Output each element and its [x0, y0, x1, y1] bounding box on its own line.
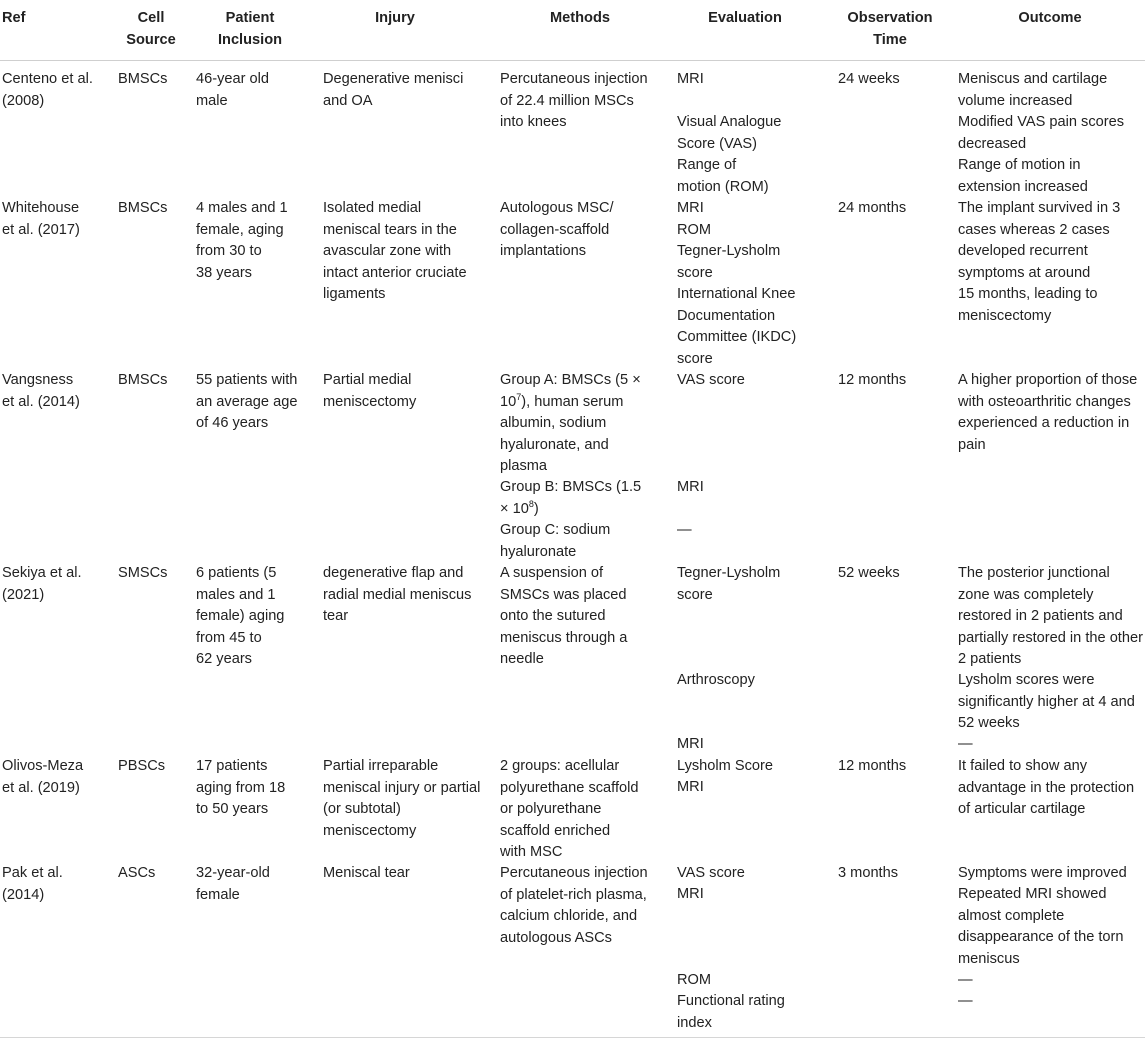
- cell-evaluation: VAS score: [677, 865, 745, 881]
- cell-source: BMSCs: [118, 200, 168, 216]
- methods-text: Group A: BMSCs (5 × 10: [500, 372, 641, 410]
- cell-source: PBSCs: [118, 758, 166, 774]
- cell-outcome: Range of motion in extension increased: [958, 157, 1088, 195]
- cell-ref: Sekiya et al. (2021): [2, 565, 82, 603]
- cell-patient-inclusion: 46-year old male: [196, 71, 270, 109]
- cell-ref: Whitehouse et al. (2017): [2, 200, 80, 238]
- cell-outcome: —: [958, 736, 973, 752]
- cell-injury: Meniscal tear: [323, 865, 410, 881]
- cell-methods: A suspension of SMSCs was placed onto the sutured meniscus through a needle: [500, 565, 628, 667]
- cell-injury: Partial medial meniscectomy: [323, 372, 417, 410]
- cell-methods: Autologous MSC/ collagen-scaffold implantations: [500, 200, 614, 259]
- header-evaluation: Evaluation: [708, 10, 782, 26]
- cell-outcome: —: [958, 972, 973, 988]
- header-ref: Ref: [2, 10, 26, 26]
- cell-outcome: —: [958, 993, 973, 1009]
- cell-outcome: A higher proportion of those with osteoarthritic changes experienced a reduction in pain: [958, 372, 1138, 453]
- cell-outcome: Modified VAS pain scores decreased: [958, 114, 1125, 152]
- cell-methods: Percutaneous injection of platelet-rich plasma, calcium chloride, and autologous ASCs: [500, 865, 648, 946]
- methods-text: Group B: BMSCs (1.5 × 10: [500, 479, 642, 517]
- cell-ref: Pak et al. (2014): [2, 865, 63, 903]
- cell-observation-time: 12 months: [838, 372, 907, 388]
- cell-ref: Centeno et al. (2008): [2, 71, 93, 109]
- cell-observation-time: 24 weeks: [838, 71, 900, 87]
- cell-patient-inclusion: 6 patients (5 males and 1 female) aging from 45 to 62 years: [196, 565, 285, 667]
- header-outcome: Outcome: [1018, 10, 1082, 26]
- cell-methods: 2 groups: acellular polyurethane scaffold or polyurethane scaffold enriched with MSC: [500, 758, 639, 860]
- cell-ref: Vangsness et al. (2014): [2, 372, 80, 410]
- cell-evaluation: Tegner-Lysholm score: [677, 243, 781, 281]
- cell-source: ASCs: [118, 865, 156, 881]
- cell-patient-inclusion: 17 patients aging from 18 to 50 years: [196, 758, 286, 817]
- header-patient-inclusion: Patient Inclusion: [217, 10, 283, 48]
- methods-exponent: 8: [528, 498, 534, 509]
- cell-observation-time: 12 months: [838, 758, 907, 774]
- cell-outcome: Repeated MRI showed almost complete disappearance of the torn meniscus: [958, 886, 1124, 967]
- cell-observation-time: 52 weeks: [838, 565, 900, 581]
- cell-injury: Partial irreparable meniscal injury or partial (or subtotal) meniscectomy: [323, 758, 481, 839]
- cell-outcome: The posterior junctional zone was completely restored in 2 patients and partially restored in the other 2 patients: [958, 565, 1143, 667]
- cell-injury: Isolated medial meniscal tears in the avascular zone with intact anterior cruciate ligaments: [323, 200, 467, 302]
- methods-text: ), human serum albumin, sodium hyaluronate, and plasma: [500, 393, 624, 474]
- cell-source: BMSCs: [118, 372, 168, 388]
- cell-evaluation: International Knee Documentation Committee (IKDC) score: [677, 286, 797, 367]
- header-observation-time: Observation Time: [847, 10, 933, 48]
- cell-observation-time: 24 months: [838, 200, 907, 216]
- cell-outcome: It failed to show any advantage in the protection of articular cartilage: [958, 758, 1135, 817]
- cell-outcome: Lysholm scores were significantly higher at 4 and 52 weeks: [958, 672, 1135, 731]
- table-bottom-rule: [0, 1037, 1145, 1038]
- cell-evaluation: Lysholm Score: [677, 758, 773, 774]
- header-methods: Methods: [550, 10, 610, 26]
- cell-methods: Percutaneous injection of 22.4 million MSCs into knees: [500, 71, 648, 130]
- cell-evaluation: VAS score: [677, 372, 745, 388]
- cell-evaluation: Arthroscopy: [677, 672, 755, 688]
- cell-methods-group-a: [500, 370, 641, 478]
- cell-evaluation: MRI: [677, 736, 704, 752]
- methods-exponent: 7: [516, 391, 522, 402]
- cell-injury: degenerative flap and radial medial meniscus tear: [323, 565, 472, 624]
- cell-evaluation: —: [677, 522, 692, 538]
- cell-evaluation: MRI: [677, 886, 704, 902]
- cell-evaluation: Functional rating index: [677, 993, 785, 1031]
- header-cell-source: Cell Source: [126, 10, 176, 48]
- cell-evaluation: MRI: [677, 479, 704, 495]
- cell-methods-group-b: [500, 477, 641, 520]
- cell-source: BMSCs: [118, 71, 168, 87]
- cell-outcome: Symptoms were improved: [958, 865, 1127, 881]
- cell-injury: Degenerative menisci and OA: [323, 71, 464, 109]
- cell-observation-time: 3 months: [838, 865, 899, 881]
- cell-outcome: Meniscus and cartilage volume increased: [958, 71, 1108, 109]
- cell-evaluation: MRI: [677, 200, 704, 216]
- cell-source: SMSCs: [118, 565, 168, 581]
- cell-patient-inclusion: 32-year-old female: [196, 865, 270, 903]
- cell-evaluation: Visual Analogue Score (VAS): [677, 114, 782, 152]
- cell-evaluation: MRI: [677, 779, 704, 795]
- cell-evaluation: ROM: [677, 972, 712, 988]
- cell-evaluation: ROM: [677, 222, 712, 238]
- header-injury: Injury: [375, 10, 415, 26]
- cell-ref: Olivos-Meza et al. (2019): [2, 758, 84, 796]
- cell-outcome: The implant survived in 3 cases whereas 2 cases developed recurrent symptoms at around 15 months, leading to meniscectomy: [958, 200, 1121, 324]
- cell-evaluation: Range of motion (ROM): [677, 157, 769, 195]
- methods-text: ): [533, 500, 539, 517]
- cell-methods-group-c: Group C: sodium hyaluronate: [500, 522, 611, 560]
- cell-patient-inclusion: 55 patients with an average age of 46 years: [196, 372, 298, 431]
- cell-evaluation: Tegner-Lysholm score: [677, 565, 781, 603]
- table-header: [0, 0, 1145, 61]
- cell-evaluation: MRI: [677, 71, 704, 87]
- cell-patient-inclusion: 4 males and 1 female, aging from 30 to 38 years: [196, 200, 288, 281]
